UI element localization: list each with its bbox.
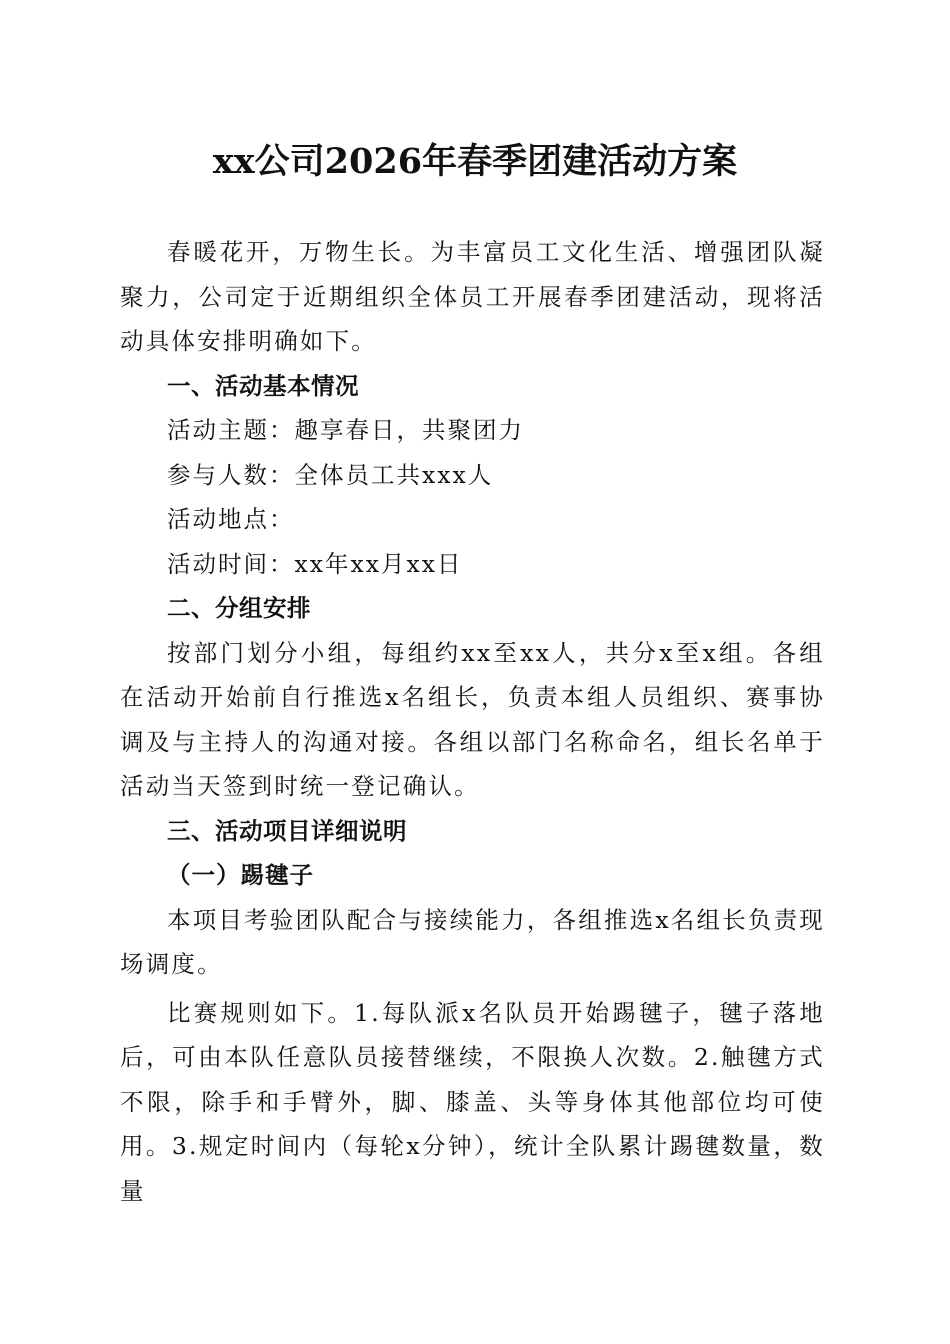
activity-location: 活动地点： xyxy=(167,505,295,533)
section-3-heading: 三、活动项目详细说明 xyxy=(167,816,407,845)
activity-time: 活动时间：xx年xx月xx日 xyxy=(167,549,463,578)
shuttlecock-intro-paragraph: 本项目考验团队配合与接续能力，各组推选x名组长负责现场调度。 xyxy=(120,905,825,978)
shuttlecock-rules-paragraph: 比赛规则如下。1.每队派x名队员开始踢毽子，毽子落地后，可由本队任意队员接替继续，不限换人次数。2.触毽方式不限，除手和手臂外，脚、膝盖、头等身体其他部位均可使用。3.规定时间内（每轮x分钟），统计全队累计踢毽数量，数量 xyxy=(120,998,825,1205)
section-2-heading: 二、分组安排 xyxy=(167,594,311,622)
document-body xyxy=(120,230,825,1213)
subsection-1-heading: （一）踢毽子 xyxy=(167,861,314,889)
section-1-heading: 一、活动基本情况 xyxy=(167,371,359,400)
intro-paragraph: 春暖花开，万物生长。为丰富员工文化生活、增强团队凝聚力，公司定于近期组织全体员工开展春季团建活动，现将活动具体安排明确如下。 xyxy=(120,238,825,355)
participant-count: 参与人数：全体员工共xxx人 xyxy=(167,460,494,489)
activity-theme: 活动主题：趣享春日，共聚团力 xyxy=(167,416,524,444)
grouping-paragraph: 按部门划分小组，每组约xx至xx人，共分x至x组。各组在活动开始前自行推选x名组长，负责本组人员组织、赛事协调及与主持人的沟通对接。各组以部门名称命名，组长名单于活动当天签到时统一登记确认。 xyxy=(120,638,825,800)
document-title: xx公司2026年春季团建活动方案 xyxy=(212,141,738,182)
